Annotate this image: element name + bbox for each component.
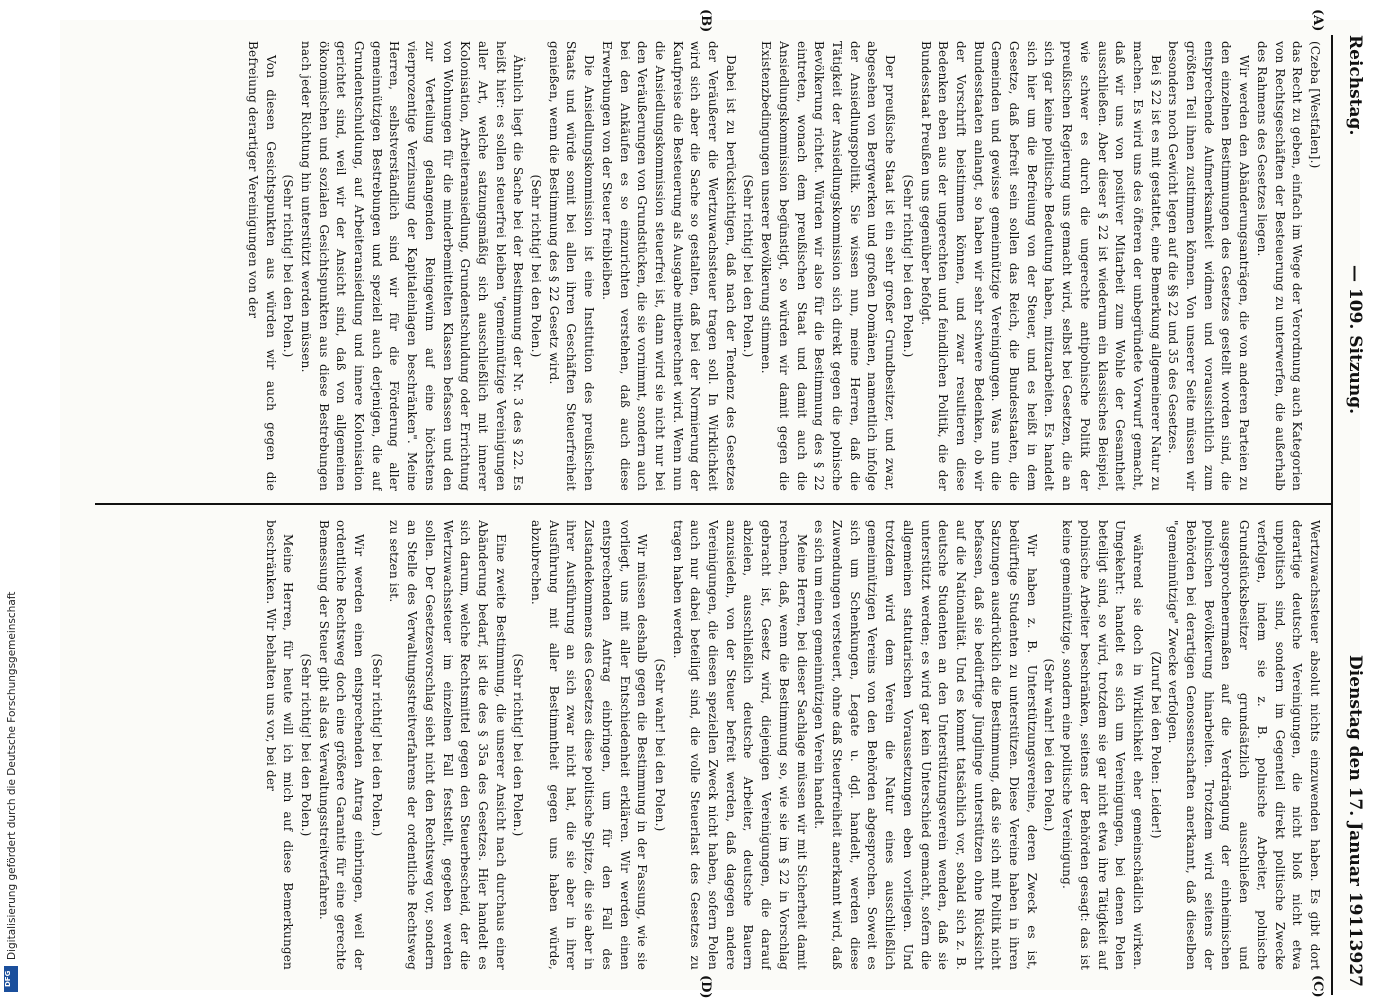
right-column-paragraph: während sie doch in Wirklichkeit eher gemeinschädlich wirken. Umgekehrt: handelt es sich um Vereinigungen, bei denen Polen beteiligt sind, so wird, trotzdem sie gar nicht etwa ihre Tätigkeit auf polnische Arbeiter beschränken, seitens der Behörden gesagt: das ist keine gemeinnützige, sondern eine politische Vereinigung. <box>1060 520 1145 970</box>
right-column-paragraph: Wertzuwachssteuer absolut nichts einzuwenden haben. Es gibt dort derartige deutsche Vereinigungen, die nicht bloß nicht etwa unpolitisch sind, sondern im Gegenteil direkt politische Zwecke verfolgen, indem sie z. B. polnische Arbeiter, polnische Grundstücksbesitzer grundsätzlich ausschließen und ausgesprochenermaßen auf die Verdrängung der einheimischen polnischen Bevölkerung hinarbeiten. Trotzdem wird seitens der Behörden bei derartigen Genossenschaften anerkannt, daß dieselben "gemeinnützige" Zwecke verfolgen. <box>1166 520 1322 970</box>
left-column-paragraph: das Recht zu geben, einfach im Wege der Verordnung auch Kategorien von Rechtsgeschäften der Besteuerung zu unterwerfen, die außerhalb des Rahmens des Gesetzes liegen. <box>1254 41 1305 491</box>
right-column-interjection: (Sehr wahr! bei den Polen.) <box>1042 658 1057 832</box>
newspaper-page <box>95 9 1365 999</box>
page-header <box>1335 35 1365 995</box>
left-column-paragraph: Die Ansiedlungskommission ist eine Institution des preußischen Staats und würde somit bei allen ihren Geschäften Steuerfreiheit genießen, wenn die Bestimmung des § 22 Gesetz wird. <box>546 41 597 491</box>
right-column-interjection: (Zuruf bei den Polen: Leider!) <box>1148 651 1163 839</box>
page-number: 3927 <box>1345 939 1365 987</box>
right-column-interjection: (Sehr richtig! bei den Polen.) <box>511 653 526 837</box>
left-column-paragraph: Der preußische Staat ist ein sehr großer Grundbesitzer, und zwar, abgesehen von Bergwerken und großen Domänen, namentlich infolge der Ansiedlungspolitik. Sie wissen nun, meine Herren, daß die Tätigkeit der Ansiedlungskommission sich direkt gegen die polnische Bevölkerung richtet. Würden wir also für die Bestimmung des § 22 eintreten, wonach dem preußischen Staat und damit auch die Ansiedlungskommission begünstigt, so würden wir damit gegen die Existenzbedingungen unserer Bevölkerung stimmen. <box>759 41 898 491</box>
digitization-note: Digitalisierung gefördert durch die Deutsche Forschungsgemeinschaft <box>6 591 18 960</box>
right-column-interjection: (Sehr richtig! bei den Polen.) <box>369 653 384 837</box>
left-column-interjection: (Sehr richtig! bei den Polen.) <box>900 174 915 358</box>
column-separator <box>95 503 1331 505</box>
margin-marker-a: (A) <box>1310 9 1325 32</box>
right-column <box>101 520 1323 970</box>
right-column-interjection: (Sehr richtig! bei den Polen.) <box>298 653 313 837</box>
left-column-paragraph: Ähnlich liegt die Sache bei der Bestimmung der Nr. 3 des § 22. Es heißt hier: es sollen steuerfrei bleiben "gemeinnützige Vereinigungen aller Art, welche satzungsmäßig sich ausschließlich mit innerer Kolonisation, Arbeiteransiedlung, Grundentschuldung oder Errichtung von Wohnungen für die minderbemittelten Klassen befassen und den zur Verteilung gelangenden Reingewinn auf eine höchstens vierprozentige Verzinsung der Kapitaleinlagen beschränken". Meine Herren, selbstverständlich sind wir für die Förderung aller gemeinnützigen Bestrebungen und speziell auch derjenigen, die auf Grundentschuldung, auf Arbeiteransiedlung und innere Kolonisation gerichtet sind, weil wir der Ansicht sind, daß von allgemeinen ökonomischen und sozialen Gesichtspunkten aus diese Bestrebungen nach jeder Richtung hin unterstützt werden müssen. <box>298 41 526 491</box>
left-column-interjection: (Sehr richtig! bei den Polen.) <box>741 174 756 358</box>
digitization-footer <box>0 0 40 1000</box>
dfg-logo: DFG <box>4 966 18 992</box>
header-session: — 109. Sitzung. <box>1345 265 1365 415</box>
header-publication: Reichstag. <box>1345 35 1365 136</box>
header-rule <box>1331 35 1333 995</box>
left-column-paragraph: Bei § 22 ist es mit gestattet, eine Bemerkung allgemeinerer Natur zu machen. Es wird uns des öfteren der unbegründete Vorwurf gemacht, daß wir uns von positiver Mitarbeit zum Wohle der Gesamtheit ausschließen. Aber dieser § 22 ist wiederum ein klassisches Beispiel, wie schwer es durch die ungerechte antipolnische Politik der preußischen Regierung uns gemacht wird, selbst bei Gesetzen, die an sich gar keine politische Bedeutung haben, mitzuarbeiten. Es handelt sich hier um die Befreiung von der Steuer, und es heißt in dem Gesetze, daß befreit sein sollen das Reich, die Bundesstaaten, die Gemeinden und gewisse gemeinnützige Vereinigungen. Was nun die Bundesstaaten anlangt, so haben wir sehr schwere Bedenken, ob wir der Vorschrift beistimmen können, und zwar resultieren diese Bedenken eben aus der ungerechten und feindlichen Politik, die der Bundesstaat Preußen uns gegenüber befolgt. <box>918 41 1163 491</box>
right-column-paragraph: Meine Herren, bei dieser Sachlage müssen wir mit Sicherheit damit rechnen, daß, wenn die Bestimmung so, wie sie im § 22 in Vorschlag gebracht ist, Gesetz wird, diejenigen Vereinigungen, die darauf abzielen, ausschließlich deutsche Arbeiter, deutsche Bauern anzusiedeln, von der Steuer befreit werden, daß dagegen andere Vereinigungen, die diesen speziellen Zweck nicht haben, sofern Polen auch nur dabei beteiligt sind, die volle Steuerlast des Gesetzes zu tragen haben werden. <box>670 520 809 970</box>
header-date: Dienstag den 17. Januar 1911. <box>1345 655 1365 945</box>
right-column-paragraph: Meine Herren, für heute will ich mich auf diese Bemerkungen beschränken. Wir behalten uns vor, bei der <box>263 520 296 970</box>
right-column-interjection: (Sehr wahr! bei den Polen.) <box>652 658 667 832</box>
margin-marker-d: (D) <box>698 975 713 999</box>
left-column <box>101 41 1323 491</box>
left-column-interjection: (Sehr richtig! bei den Polen.) <box>529 174 544 358</box>
left-column-paragraph: Wir werden den Abänderungsanträgen, die von anderen Parteien zu den einzelnen Bestimmungen des Gesetzes gestellt worden sind, die entsprechende Aufmerksamkeit widmen und voraussichtlich zum größten Teil ihnen zustimmen können. Von unserer Seite müssen wir besonders noch Gewicht legen auf die §§ 22 und 35 des Gesetzes. <box>1166 41 1252 491</box>
right-column-paragraph: Wir werden einen entsprechenden Antrag einbringen, weil der ordentliche Rechtsweg doch eine größere Garantie für eine gerechte Bemessung der Steuer gibt als das Verwaltungsstreitverfahren. <box>316 520 367 970</box>
margin-marker-c: (C) <box>1310 975 1325 998</box>
right-column-paragraph: Wir müssen deshalb gegen die Bestimmung in der Fassung, wie sie vorliegt, uns mit aller Entschiedenheit erklären. Wir werden einen entsprechenden Antrag einbringen, um für den Fall des Zustandekommens des Gesetzes diese politische Spitze, die sie aber in ihrer Ausführung an sich zwar nicht hat, die sie aber in ihrer Ausführung mit aller Bestimmtheit gegen uns haben würde, abzubrechen. <box>529 520 650 970</box>
right-column-paragraph: Eine zweite Bestimmung, die unserer Ansicht nach durchaus einer Abänderung bedarf, ist die des § 35a des Gesetzes. Hier handelt es sich darum, welche Rechtsmittel gegen den Steuerbescheid, der die Wertzuwachssteuer im einzelnen Fall feststellt, gegeben werden sollen. Der Gesetzesvorschlag sieht nicht den Rechtsweg vor, sondern an Stelle des Verwaltungsstreitverfahrens der ordentliche Rechtsweg zu setzen ist. <box>387 520 508 970</box>
left-column-paragraph: Von diesen Gesichtspunkten aus würden wir auch gegen die Befreiung derartiger Vereinigungen von der <box>245 41 278 491</box>
right-column-paragraph: Wir haben z. B. Unterstützungsvereine, deren Zweck es ist, bedürftige Studenten zu unterstützen. Diese Vereine haben in ihren Satzungen ausdrücklich die Bestimmung, daß sie sich mit Politik nicht befassen, daß sie bedürftige Jünglinge unterstützen ohne Rücksicht auf die Nationalität. Und es kommt tatsächlich vor, sobald sich z. B. deutsche Studenten an den Unterstützungsverein wenden, daß sie unterstützt werden; es wird gar kein Unterschied gemacht, sofern die allgemeinen statutarischen Voraussetzungen eben vorliegen. Und trotzdem wird dem Verein die Natur eines ausschließlich gemeinnützigen Vereins von den Behörden abgesprochen. Soweit es sich um Schenkungen, Legate u. dgl. handelt, werden diese Zuwendungen versteuert, ohne daß Steuerfreiheit anerkannt wird, daß es sich um einen gemeinnützigen Verein handelt. <box>812 520 1039 970</box>
left-column-interjection: (Sehr richtig! bei den Polen.) <box>281 174 296 358</box>
left-column-paragraph: (Czeba [Westfalen].) <box>1308 41 1322 169</box>
scanned-page <box>60 9 1365 999</box>
margin-marker-b: (B) <box>698 9 713 33</box>
left-column-paragraph: Dabei ist zu berücksichtigen, daß nach der Tendenz des Gesetzes der Veräußerer die Wertzuwachssteuer tragen soll. In Wirklichkeit wird sich aber die Sache so gestalten, daß bei der Normierung der Kaufpreise die Besteuerung als Ausgabe mitberechnet wird. Wenn nun die Ansiedlungskommission steuerfrei ist, dann wird sie nicht nur bei den Veräußerungen von Grundstücken, die sie vornimmt, sondern auch bei den Ankäufen es so einzurichten verstehen, daß auch diese Erwerbungen von der Steuer freibleiben. <box>599 41 738 491</box>
